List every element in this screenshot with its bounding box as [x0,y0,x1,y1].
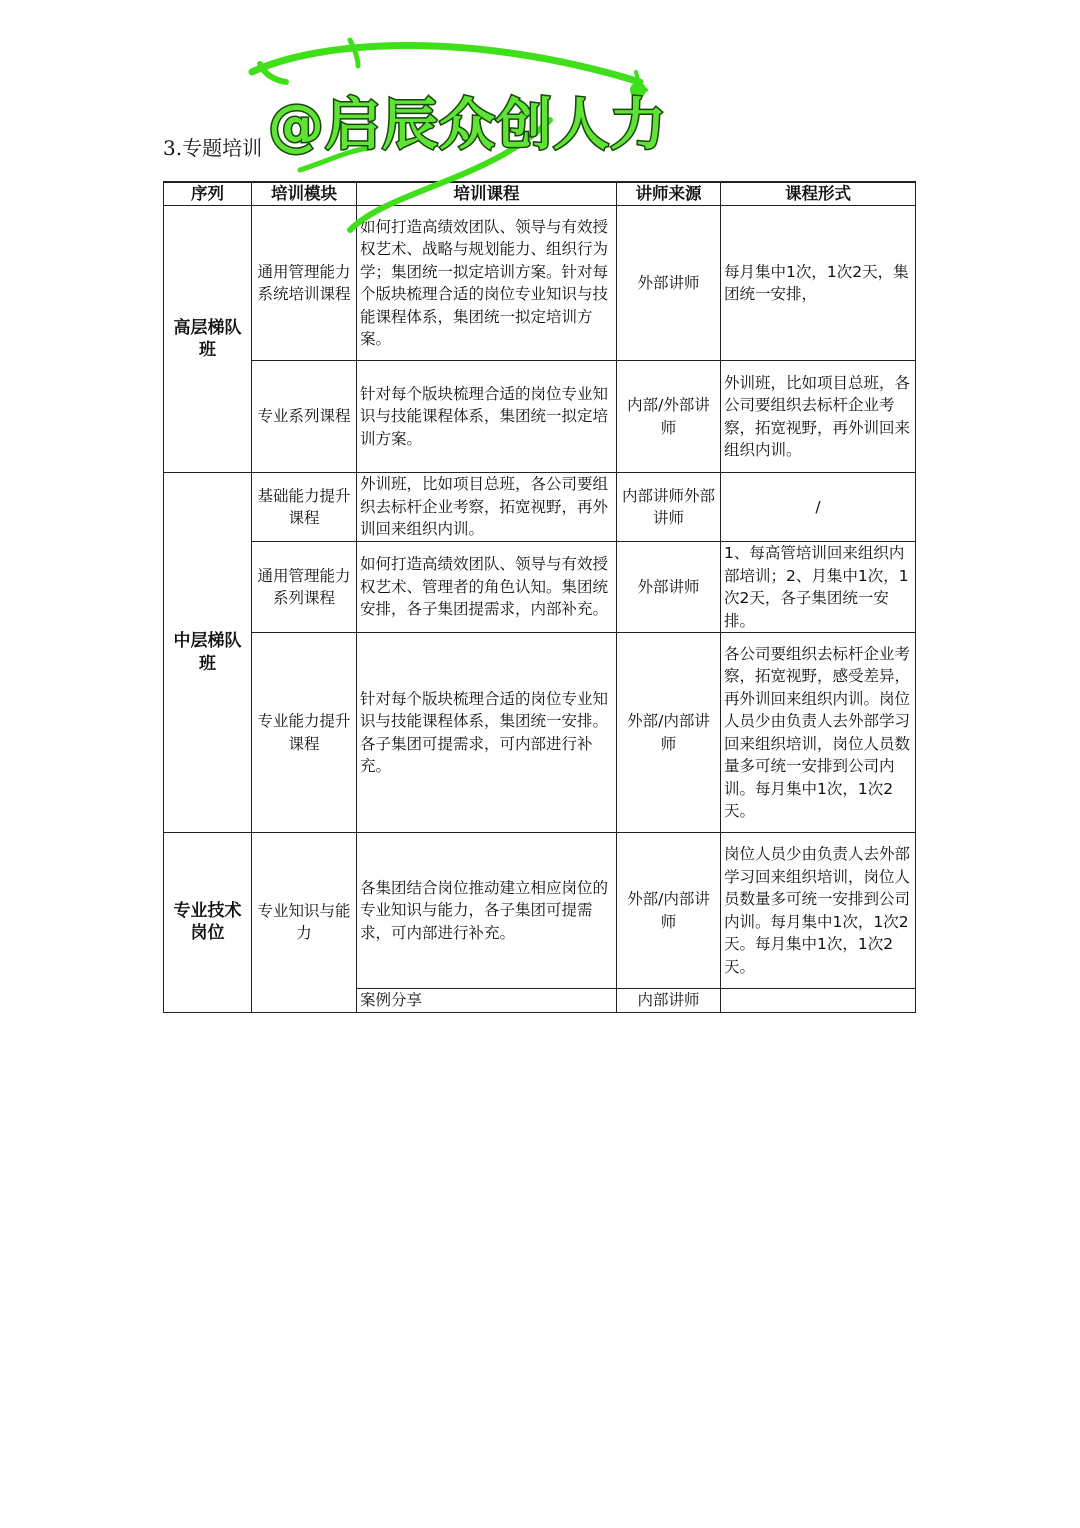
format-cell: 外训班，比如项目总班，各公司要组织去标杆企业考察，拓宽视野，再外训回来组织内训。 [721,361,916,473]
seq-cell: 高层梯队班 [164,206,252,473]
course-cell: 案例分享 [357,989,617,1013]
seq-cell: 中层梯队班 [164,473,252,833]
section-title: 3.专题培训 [163,136,263,160]
format-cell: 每月集中1次，1次2天，集团统一安排， [721,206,916,361]
course-cell: 针对每个版块梳理合适的岗位专业知识与技能课程体系，集团统一安排。各子集团可提需求，可内部进行补充。 [357,633,617,833]
format-cell: 岗位人员少由负责人去外部学习回来组织培训，岗位人员数量多可统一安排到公司内训。每月集中1次，1次2天。每月集中1次，1次2天。 [721,833,916,989]
module-cell: 专业系列课程 [252,361,357,473]
source-cell: 外部讲师 [617,542,721,633]
training-table [163,181,916,1013]
header-course: 培训课程 [357,182,617,206]
source-cell: 内部讲师外部讲师 [617,473,721,542]
module-cell: 通用管理能力系列课程 [252,542,357,633]
course-cell: 外训班，比如项目总班，各公司要组织去标杆企业考察，拓宽视野，再外训回来组织内训。 [357,473,617,542]
source-cell: 外部讲师 [617,206,721,361]
format-cell: 1、每高管培训回来组织内部培训；2、月集中1次，1次2天，各子集团统一安排。 [721,542,916,633]
seq-cell: 专业技术岗位 [164,833,252,1013]
format-cell: / [721,473,916,542]
header-format: 课程形式 [721,182,916,206]
watermark-logo: @启辰众创人力 [268,93,667,158]
source-cell: 内部/外部讲师 [617,361,721,473]
source-cell: 外部/内部讲师 [617,833,721,989]
module-cell: 专业知识与能力 [252,833,357,1013]
module-cell: 通用管理能力系统培训课程 [252,206,357,361]
table-row [164,361,916,473]
course-cell: 如何打造高绩效团队、领导与有效授权艺术、战略与规划能力、组织行为学；集团统一拟定培训方案。针对每个版块梳理合适的岗位专业知识与技能课程体系，集团统一拟定培训方案。 [357,206,617,361]
table-row [164,473,916,542]
course-cell: 各集团结合岗位推动建立相应岗位的专业知识与能力，各子集团可提需求，可内部进行补充。 [357,833,617,989]
source-cell: 外部/内部讲师 [617,633,721,833]
table-row [164,833,916,989]
header-module: 培训模块 [252,182,357,206]
table-row [164,633,916,833]
format-cell: 各公司要组织去标杆企业考察，拓宽视野，感受差异，再外训回来组织内训。岗位人员少由负责人去外部学习回来组织培训，岗位人员数量多可统一安排到公司内训。每月集中1次，1次2天。 [721,633,916,833]
module-cell: 专业能力提升课程 [252,633,357,833]
source-cell: 内部讲师 [617,989,721,1013]
table-row [164,542,916,633]
format-cell [721,989,916,1013]
header-source: 讲师来源 [617,182,721,206]
header-seq: 序列 [164,182,252,206]
course-cell: 如何打造高绩效团队、领导与有效授权艺术、管理者的角色认知。集团统安排，各子集团提需求，内部补充。 [357,542,617,633]
module-cell: 基础能力提升课程 [252,473,357,542]
course-cell: 针对每个版块梳理合适的岗位专业知识与技能课程体系，集团统一拟定培训方案。 [357,361,617,473]
